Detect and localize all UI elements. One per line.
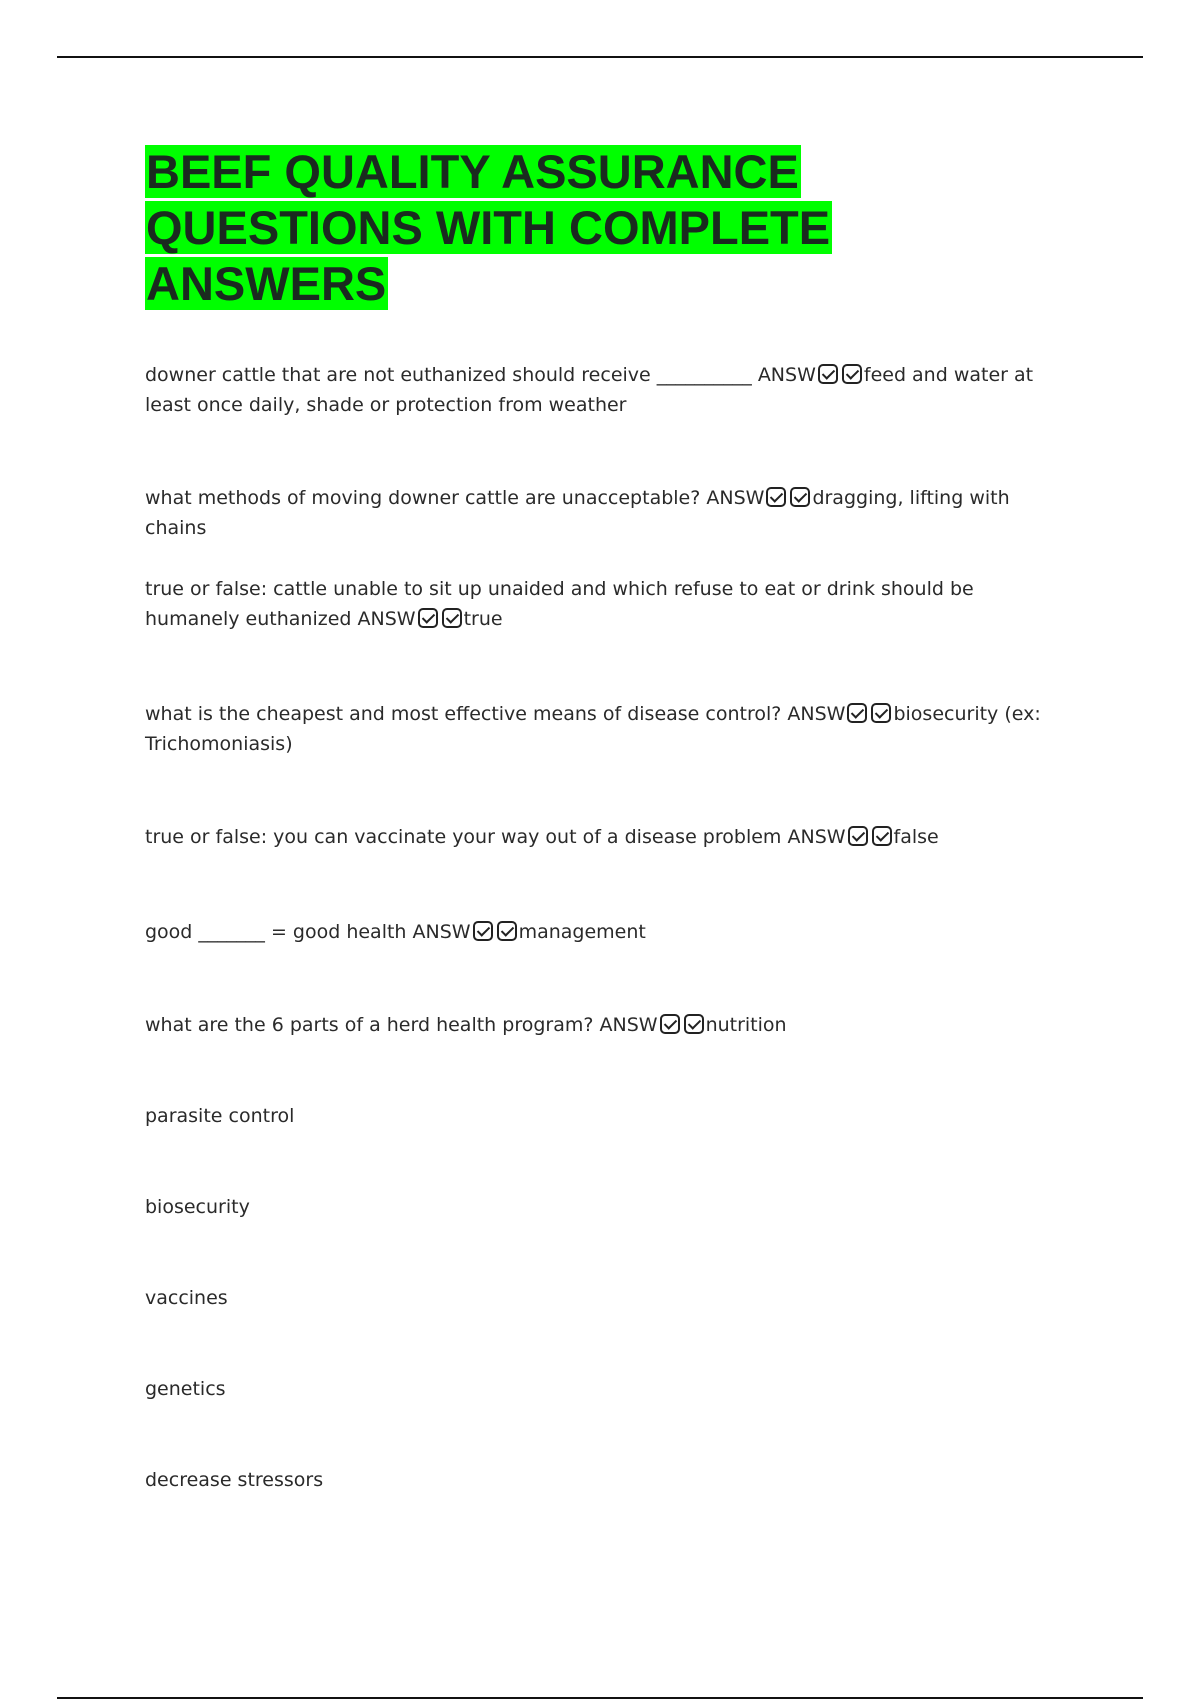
- qa-item: [145, 1010, 1065, 1040]
- question-text: what is the cheapest and most effective means of disease control?: [145, 703, 782, 725]
- checkbox-checked-icon: [818, 364, 838, 384]
- title-line-1: BEEF QUALITY ASSURANCE: [146, 145, 799, 198]
- answer-text: feed and water at least once daily, shade or protection from weather: [145, 364, 1034, 416]
- herd-health-part: genetics: [145, 1378, 226, 1400]
- herd-health-part: parasite control: [145, 1105, 295, 1127]
- answer-marker: ANSW: [599, 1014, 658, 1036]
- title-line-2: QUESTIONS WITH COMPLETE: [146, 201, 831, 254]
- answer-marker: ANSW: [357, 608, 416, 630]
- qa-item: [145, 699, 1065, 759]
- top-rule: [57, 56, 1143, 58]
- checkbox-checked-icon: [848, 826, 868, 846]
- answer-text: false: [893, 826, 939, 848]
- herd-health-part: biosecurity: [145, 1196, 250, 1218]
- checkbox-checked-icon: [497, 921, 517, 941]
- checkbox-checked-icon: [418, 608, 438, 628]
- answer-marker: ANSW: [706, 487, 765, 509]
- document-title: [145, 144, 905, 312]
- question-text: downer cattle that are not euthanized should receive __________: [145, 364, 752, 386]
- answer-marker: ANSW: [787, 703, 846, 725]
- answer-marker: ANSW: [412, 921, 471, 943]
- answer-text: nutrition: [705, 1014, 787, 1036]
- checkbox-checked-icon: [684, 1014, 704, 1034]
- answer-text: biosecurity (ex: Trichomoniasis): [145, 703, 1041, 755]
- checkbox-checked-icon: [473, 921, 493, 941]
- answer-text: dragging, lifting with chains: [145, 487, 1010, 539]
- qa-item: [145, 574, 1065, 634]
- checkbox-checked-icon: [442, 608, 462, 628]
- checkbox-checked-icon: [766, 487, 786, 507]
- checkbox-checked-icon: [790, 487, 810, 507]
- answer-marker: ANSW: [787, 826, 846, 848]
- qa-item: [145, 917, 1065, 947]
- qa-item: [145, 822, 1065, 852]
- answer-text: true: [463, 608, 503, 630]
- question-text: true or false: you can vaccinate your way out of a disease problem: [145, 826, 782, 848]
- checkbox-checked-icon: [847, 703, 867, 723]
- checkbox-checked-icon: [842, 364, 862, 384]
- bottom-rule: [57, 1697, 1143, 1699]
- question-text: good _______ = good health: [145, 921, 407, 943]
- herd-health-part: vaccines: [145, 1287, 228, 1309]
- question-text: what methods of moving downer cattle are unacceptable?: [145, 487, 701, 509]
- question-text: what are the 6 parts of a herd health program?: [145, 1014, 594, 1036]
- qa-item: [145, 360, 1065, 420]
- title-line-3: ANSWERS: [146, 257, 387, 310]
- checkbox-checked-icon: [872, 826, 892, 846]
- herd-health-part: decrease stressors: [145, 1469, 324, 1491]
- answer-text: management: [518, 921, 646, 943]
- checkbox-checked-icon: [660, 1014, 680, 1034]
- question-text: true or false: cattle unable to sit up unaided and which refuse to eat or drink should be humanely euthanized: [145, 578, 974, 630]
- answer-marker: ANSW: [757, 364, 816, 386]
- qa-item: [145, 483, 1065, 543]
- checkbox-checked-icon: [871, 703, 891, 723]
